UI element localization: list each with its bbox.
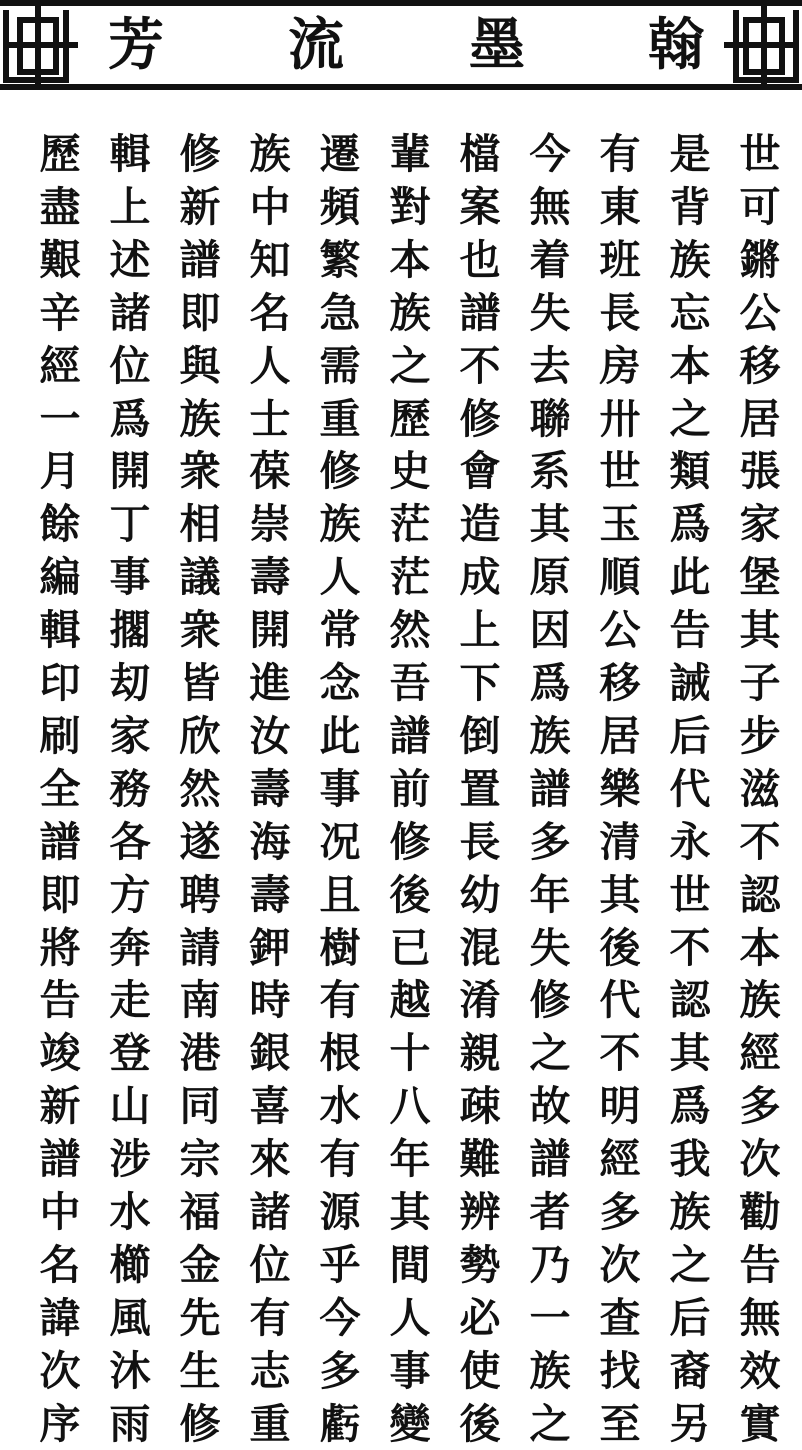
text-char: 走 <box>109 976 151 1025</box>
text-char: 樹 <box>319 923 361 972</box>
title-char-1: 芳 <box>108 12 164 78</box>
text-char: 幼 <box>459 870 501 919</box>
text-char: 虧 <box>319 1399 361 1448</box>
text-char: 卅 <box>599 394 641 443</box>
text-char: 志 <box>249 1346 291 1395</box>
text-char: 修 <box>319 447 361 496</box>
text-char: 代 <box>669 764 711 813</box>
text-char: 爲 <box>109 394 151 443</box>
text-char: 故 <box>529 1082 571 1131</box>
text-char: 樂 <box>599 764 641 813</box>
text-char: 况 <box>319 817 361 866</box>
text-char: 吾 <box>389 659 431 707</box>
text-char: 爲 <box>669 500 711 549</box>
text-char: 告 <box>39 976 81 1025</box>
text-char: 人 <box>249 341 291 390</box>
text-char: 多 <box>319 1346 361 1395</box>
text-column <box>100 128 160 1448</box>
text-char: 汝 <box>249 711 291 760</box>
text-char: 次 <box>599 1240 641 1289</box>
text-char: 茫 <box>389 553 431 602</box>
text-char: 名 <box>249 288 291 337</box>
text-char: 對 <box>389 182 431 231</box>
text-char: 同 <box>179 1082 221 1131</box>
text-char: 案 <box>459 182 501 231</box>
text-char: 欣 <box>179 711 221 760</box>
text-char: 變 <box>389 1399 431 1448</box>
text-char: 次 <box>739 1135 781 1184</box>
text-char: 族 <box>389 288 431 337</box>
text-column <box>170 128 230 1448</box>
text-char: 福 <box>179 1188 221 1236</box>
text-char: 需 <box>319 341 361 390</box>
text-char: 修 <box>389 817 431 866</box>
text-char: 即 <box>39 870 81 919</box>
text-char: 銀 <box>249 1029 291 1078</box>
text-char: 年 <box>389 1135 431 1184</box>
text-char: 順 <box>599 553 641 602</box>
text-char: 乃 <box>529 1240 571 1289</box>
text-char: 越 <box>389 976 431 1025</box>
left-lattice-ornament <box>6 2 78 88</box>
text-char: 後 <box>459 1399 501 1448</box>
text-char: 風 <box>109 1293 151 1342</box>
text-char: 年 <box>529 870 571 919</box>
text-char: 爲 <box>669 1082 711 1131</box>
text-char: 另 <box>669 1399 711 1448</box>
text-char: 下 <box>459 659 501 707</box>
text-char: 誡 <box>669 659 711 707</box>
text-char: 世 <box>739 130 781 178</box>
text-column <box>240 128 300 1448</box>
text-char: 族 <box>669 235 711 284</box>
text-char: 葆 <box>249 447 291 496</box>
text-char: 多 <box>529 817 571 866</box>
text-char: 士 <box>249 394 291 443</box>
text-char: 繁 <box>319 235 361 284</box>
text-char: 海 <box>249 817 291 866</box>
text-char: 多 <box>739 1082 781 1131</box>
text-column <box>730 128 790 1448</box>
text-char: 先 <box>179 1293 221 1342</box>
text-char: 置 <box>459 764 501 813</box>
text-char: 今 <box>529 130 571 178</box>
text-char: 後 <box>599 923 641 972</box>
text-char: 修 <box>529 976 571 1025</box>
text-char: 譜 <box>529 764 571 813</box>
text-char: 乎 <box>319 1240 361 1289</box>
text-column <box>520 128 580 1448</box>
text-char: 譜 <box>39 1135 81 1184</box>
text-column <box>450 128 510 1448</box>
text-char: 類 <box>669 447 711 496</box>
text-char: 盡 <box>39 182 81 231</box>
text-char: 位 <box>249 1240 291 1289</box>
text-char: 水 <box>109 1188 151 1236</box>
text-char: 不 <box>459 341 501 390</box>
text-char: 至 <box>599 1399 641 1448</box>
text-char: 修 <box>179 130 221 178</box>
text-char: 經 <box>739 1029 781 1078</box>
text-char: 族 <box>529 711 571 760</box>
text-char: 族 <box>319 500 361 549</box>
text-char: 輩 <box>389 130 431 178</box>
text-char: 之 <box>529 1029 571 1078</box>
text-char: 也 <box>459 235 501 284</box>
text-char: 公 <box>739 288 781 337</box>
text-char: 其 <box>669 1029 711 1078</box>
text-char: 櫛 <box>109 1240 151 1289</box>
text-char: 其 <box>599 870 641 919</box>
text-char: 譜 <box>529 1135 571 1184</box>
text-char: 系 <box>529 447 571 496</box>
text-char: 且 <box>319 870 361 919</box>
text-char: 本 <box>739 923 781 972</box>
text-char: 鉀 <box>249 923 291 972</box>
text-char: 人 <box>319 553 361 602</box>
text-char: 一 <box>39 394 81 443</box>
text-char: 各 <box>109 817 151 866</box>
text-char: 修 <box>179 1399 221 1448</box>
text-char: 務 <box>109 764 151 813</box>
text-char: 親 <box>459 1029 501 1078</box>
text-char: 丁 <box>109 500 151 549</box>
text-char: 宗 <box>179 1135 221 1184</box>
text-char: 印 <box>39 659 81 707</box>
text-char: 認 <box>669 976 711 1025</box>
text-char: 移 <box>599 659 641 707</box>
text-char: 族 <box>249 130 291 178</box>
text-char: 遂 <box>179 817 221 866</box>
text-char: 成 <box>459 553 501 602</box>
text-char: 間 <box>389 1240 431 1289</box>
text-char: 刧 <box>109 659 151 707</box>
text-char: 修 <box>459 394 501 443</box>
text-char: 前 <box>389 764 431 813</box>
text-char: 找 <box>599 1346 641 1395</box>
text-char: 艱 <box>39 235 81 284</box>
text-char: 是 <box>669 130 711 178</box>
text-column <box>590 128 650 1448</box>
right-lattice-ornament <box>724 2 796 88</box>
text-char: 餘 <box>39 500 81 549</box>
text-char: 史 <box>389 447 431 496</box>
text-char: 中 <box>249 182 291 231</box>
text-char: 子 <box>739 659 781 707</box>
text-char: 者 <box>529 1188 571 1236</box>
text-char: 重 <box>249 1399 291 1448</box>
text-char: 經 <box>39 341 81 390</box>
text-char: 之 <box>669 1240 711 1289</box>
text-char: 不 <box>599 1029 641 1078</box>
text-char: 忘 <box>669 288 711 337</box>
title-char-2: 流 <box>288 12 344 78</box>
text-char: 疎 <box>459 1082 501 1131</box>
text-char: 東 <box>599 182 641 231</box>
text-char: 常 <box>319 606 361 655</box>
text-char: 效 <box>739 1346 781 1395</box>
text-column <box>380 128 440 1448</box>
text-char: 輯 <box>109 130 151 178</box>
text-char: 壽 <box>249 870 291 919</box>
text-char: 無 <box>739 1293 781 1342</box>
text-char: 清 <box>599 817 641 866</box>
text-char: 會 <box>459 447 501 496</box>
text-char: 念 <box>319 659 361 707</box>
text-char: 歷 <box>39 130 81 178</box>
page-header <box>0 0 802 92</box>
text-char: 族 <box>669 1188 711 1236</box>
text-char: 有 <box>319 1135 361 1184</box>
text-char: 族 <box>529 1346 571 1395</box>
text-char: 本 <box>389 235 431 284</box>
text-char: 衆 <box>179 606 221 655</box>
text-char: 茫 <box>389 500 431 549</box>
text-char: 失 <box>529 923 571 972</box>
header-top-border <box>0 0 802 6</box>
text-char: 去 <box>529 341 571 390</box>
text-char: 認 <box>739 870 781 919</box>
text-char: 其 <box>529 500 571 549</box>
text-char: 喜 <box>249 1082 291 1131</box>
text-char: 刷 <box>39 711 81 760</box>
text-char: 已 <box>389 923 431 972</box>
text-char: 議 <box>179 553 221 602</box>
text-char: 水 <box>319 1082 361 1131</box>
text-char: 爲 <box>529 659 571 707</box>
text-char: 時 <box>249 976 291 1025</box>
text-char: 張 <box>739 447 781 496</box>
text-char: 方 <box>109 870 151 919</box>
text-char: 相 <box>179 500 221 549</box>
text-char: 一 <box>529 1293 571 1342</box>
text-char: 即 <box>179 288 221 337</box>
text-char: 諸 <box>109 288 151 337</box>
text-char: 壽 <box>249 764 291 813</box>
text-char: 金 <box>179 1240 221 1289</box>
text-char: 有 <box>249 1293 291 1342</box>
text-char: 班 <box>599 235 641 284</box>
text-char: 諸 <box>249 1188 291 1236</box>
text-char: 雨 <box>109 1399 151 1448</box>
text-char: 序 <box>39 1399 81 1448</box>
text-char: 山 <box>109 1082 151 1131</box>
text-char: 全 <box>39 764 81 813</box>
text-char: 不 <box>739 817 781 866</box>
text-char: 使 <box>459 1346 501 1395</box>
text-char: 后 <box>669 711 711 760</box>
text-char: 之 <box>669 394 711 443</box>
text-char: 請 <box>179 923 221 972</box>
text-char: 檔 <box>459 130 501 178</box>
text-char: 不 <box>669 923 711 972</box>
text-char: 族 <box>179 394 221 443</box>
text-char: 譜 <box>459 288 501 337</box>
text-char: 明 <box>599 1082 641 1131</box>
text-char: 其 <box>739 606 781 655</box>
vertical-text-body <box>30 128 781 1448</box>
text-char: 輯 <box>39 606 81 655</box>
text-char: 我 <box>669 1135 711 1184</box>
text-char: 實 <box>739 1399 781 1448</box>
text-char: 告 <box>739 1240 781 1289</box>
title-char-4: 翰 <box>648 12 704 78</box>
text-char: 上 <box>109 182 151 231</box>
text-char: 移 <box>739 341 781 390</box>
text-char: 十 <box>389 1029 431 1078</box>
text-char: 長 <box>599 288 641 337</box>
text-char: 涉 <box>109 1135 151 1184</box>
text-char: 必 <box>459 1293 501 1342</box>
text-char: 混 <box>459 923 501 972</box>
text-char: 港 <box>179 1029 221 1078</box>
text-char: 居 <box>739 394 781 443</box>
text-char: 新 <box>179 182 221 231</box>
text-char: 永 <box>669 817 711 866</box>
text-column <box>660 128 720 1448</box>
text-char: 此 <box>669 553 711 602</box>
text-char: 衆 <box>179 447 221 496</box>
text-char: 諱 <box>39 1293 81 1342</box>
header-bottom-border <box>0 84 802 90</box>
text-char: 歷 <box>389 394 431 443</box>
text-char: 代 <box>599 976 641 1025</box>
text-char: 本 <box>669 341 711 390</box>
text-char: 辨 <box>459 1188 501 1236</box>
text-char: 長 <box>459 817 501 866</box>
text-char: 月 <box>39 447 81 496</box>
text-char: 其 <box>389 1188 431 1236</box>
text-char: 堡 <box>739 553 781 602</box>
text-char: 步 <box>739 711 781 760</box>
text-char: 重 <box>319 394 361 443</box>
text-char: 譜 <box>389 711 431 760</box>
text-char: 源 <box>319 1188 361 1236</box>
text-char: 譜 <box>179 235 221 284</box>
text-char: 生 <box>179 1346 221 1395</box>
text-char: 皆 <box>179 659 221 707</box>
text-char: 事 <box>389 1346 431 1395</box>
text-char: 名 <box>39 1240 81 1289</box>
text-char: 開 <box>109 447 151 496</box>
text-char: 聘 <box>179 870 221 919</box>
text-char: 上 <box>459 606 501 655</box>
text-char: 家 <box>739 500 781 549</box>
text-char: 新 <box>39 1082 81 1131</box>
text-char: 世 <box>669 870 711 919</box>
text-char: 擱 <box>109 606 151 655</box>
text-char: 告 <box>669 606 711 655</box>
text-char: 滋 <box>739 764 781 813</box>
text-char: 可 <box>739 182 781 231</box>
text-char: 勸 <box>739 1188 781 1236</box>
text-char: 開 <box>249 606 291 655</box>
text-column <box>310 128 370 1448</box>
text-char: 房 <box>599 341 641 390</box>
text-char: 背 <box>669 182 711 231</box>
text-char: 人 <box>389 1293 431 1342</box>
text-char: 將 <box>39 923 81 972</box>
text-char: 與 <box>179 341 221 390</box>
text-char: 八 <box>389 1082 431 1131</box>
text-char: 知 <box>249 235 291 284</box>
text-char: 頻 <box>319 182 361 231</box>
text-char: 着 <box>529 235 571 284</box>
text-char: 次 <box>39 1346 81 1395</box>
text-char: 聯 <box>529 394 571 443</box>
text-char: 難 <box>459 1135 501 1184</box>
text-char: 崇 <box>249 500 291 549</box>
text-char: 勢 <box>459 1240 501 1289</box>
text-char: 造 <box>459 500 501 549</box>
text-char: 竣 <box>39 1029 81 1078</box>
text-char: 急 <box>319 288 361 337</box>
text-char: 今 <box>319 1293 361 1342</box>
text-char: 位 <box>109 341 151 390</box>
text-char: 後 <box>389 870 431 919</box>
text-char: 族 <box>739 976 781 1025</box>
text-char: 無 <box>529 182 571 231</box>
text-column <box>30 128 90 1448</box>
text-char: 有 <box>599 130 641 178</box>
text-char: 事 <box>319 764 361 813</box>
text-char: 倒 <box>459 711 501 760</box>
text-char: 鏘 <box>739 235 781 284</box>
text-char: 根 <box>319 1029 361 1078</box>
text-char: 登 <box>109 1029 151 1078</box>
text-char: 沐 <box>109 1346 151 1395</box>
text-char: 進 <box>249 659 291 707</box>
text-char: 述 <box>109 235 151 284</box>
text-char: 然 <box>179 764 221 813</box>
text-char: 家 <box>109 711 151 760</box>
text-char: 壽 <box>249 553 291 602</box>
text-char: 公 <box>599 606 641 655</box>
text-char: 編 <box>39 553 81 602</box>
text-char: 失 <box>529 288 571 337</box>
text-char: 后 <box>669 1293 711 1342</box>
text-char: 居 <box>599 711 641 760</box>
text-char: 淆 <box>459 976 501 1025</box>
text-char: 之 <box>529 1399 571 1448</box>
text-char: 奔 <box>109 923 151 972</box>
text-char: 之 <box>389 341 431 390</box>
text-char: 裔 <box>669 1346 711 1395</box>
title-char-3: 墨 <box>469 12 525 78</box>
text-char: 辛 <box>39 288 81 337</box>
text-char: 玉 <box>599 500 641 549</box>
text-char: 因 <box>529 606 571 655</box>
text-char: 中 <box>39 1188 81 1236</box>
text-char: 然 <box>389 606 431 655</box>
text-char: 原 <box>529 553 571 602</box>
text-char: 譜 <box>39 817 81 866</box>
text-char: 南 <box>179 976 221 1025</box>
text-char: 遷 <box>319 130 361 178</box>
text-char: 此 <box>319 711 361 760</box>
text-char: 來 <box>249 1135 291 1184</box>
text-char: 多 <box>599 1188 641 1236</box>
text-char: 有 <box>319 976 361 1025</box>
text-char: 經 <box>599 1135 641 1184</box>
text-char: 世 <box>599 447 641 496</box>
text-char: 查 <box>599 1293 641 1342</box>
text-char: 事 <box>109 553 151 602</box>
